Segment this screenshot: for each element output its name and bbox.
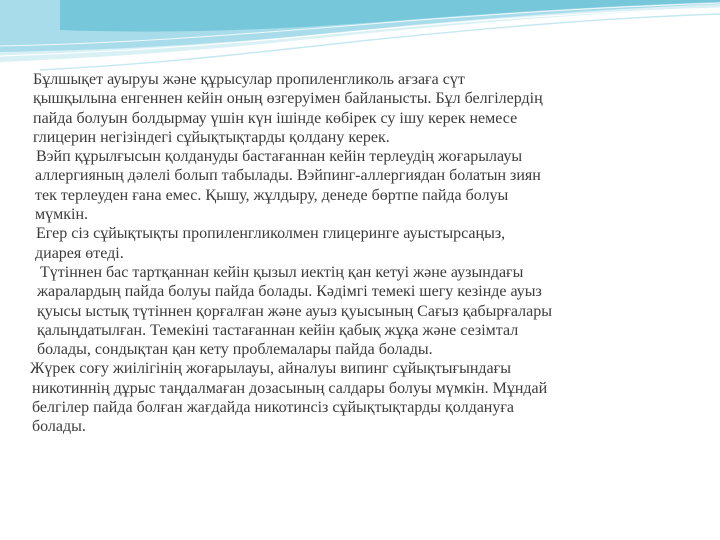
body-text [25, 70, 665, 437]
paragraph-line: болады. [32, 418, 86, 436]
paragraph-line: Егер сіз сұйықтықты пропиленгликолмен глицеринге ауыстырсаңыз, [36, 225, 506, 243]
paragraph-line: пайда болуын болдырмау үшін күн ішінде көбірек су ішу керек немесе [33, 109, 518, 127]
paragraph-line: қышқылына енгеннен кейін оның өзгеруімен байланысты. Бұл белгілердің [33, 90, 543, 108]
paragraph-line: Түтіннен бас тартқаннан кейін қызыл иектің қан кетуі және аузындағы [40, 263, 524, 281]
paragraph-muscle-pain [25, 70, 665, 147]
paragraph-line: Бұлшықет ауыруы және құрысулар пропиленгликоль ағзаға сүт [33, 71, 465, 88]
paragraph-line: мүмкін. [35, 206, 89, 224]
paragraph-line: диарея өтеді. [35, 244, 124, 262]
paragraph-line: белгілер пайда болған жағдайда никотинсіз сұйықтықтарды қолдануға [32, 399, 515, 417]
paragraph-line: болады, сондықтан қан кету проблемалары пайда болады. [37, 341, 433, 359]
paragraph-line: аллергияның дәлелі болып табылады. Вэйпинг-аллергиядан болатын зиян [35, 167, 541, 185]
paragraph-line: Жүрек соғу жиілігінің жоғарылауы, айналуы випинг сұйықтығындағы [30, 360, 511, 378]
paragraph-line: қуысы ыстық түтіннен қорғалған және ауыз қуысының Сағыз қабырғалары [37, 302, 552, 320]
paragraph-heart-rate [25, 359, 665, 436]
paragraph-line: глицерин негізіндегі сұйықтықтарды қолдану керек. [33, 128, 390, 146]
paragraph-line: тек терлеуден ғана емес. Қышу, жұлдыру, денеде бөртпе пайда болуы [35, 186, 509, 204]
paragraph-line: никотиннің дұрыс таңдалмаған дозасының салдары болуы мүмкін. Мұндай [32, 379, 548, 397]
paragraph-line: жаралардың пайда болуы пайда болады. Кәдімгі темекі шегу кезінде ауыз [37, 283, 542, 301]
paragraph-sweating [25, 147, 665, 224]
paragraph-line: Вэйп құрылғысын қолдануды бастағаннан кейін терлеудің жоғарылауы [36, 148, 523, 166]
paragraph-gums [25, 263, 665, 359]
paragraph-diarrhea [25, 224, 665, 263]
paragraph-line: қалыңдатылған. Темекіні тастағаннан кейін қабық жұқа және сезімтал [37, 321, 519, 339]
